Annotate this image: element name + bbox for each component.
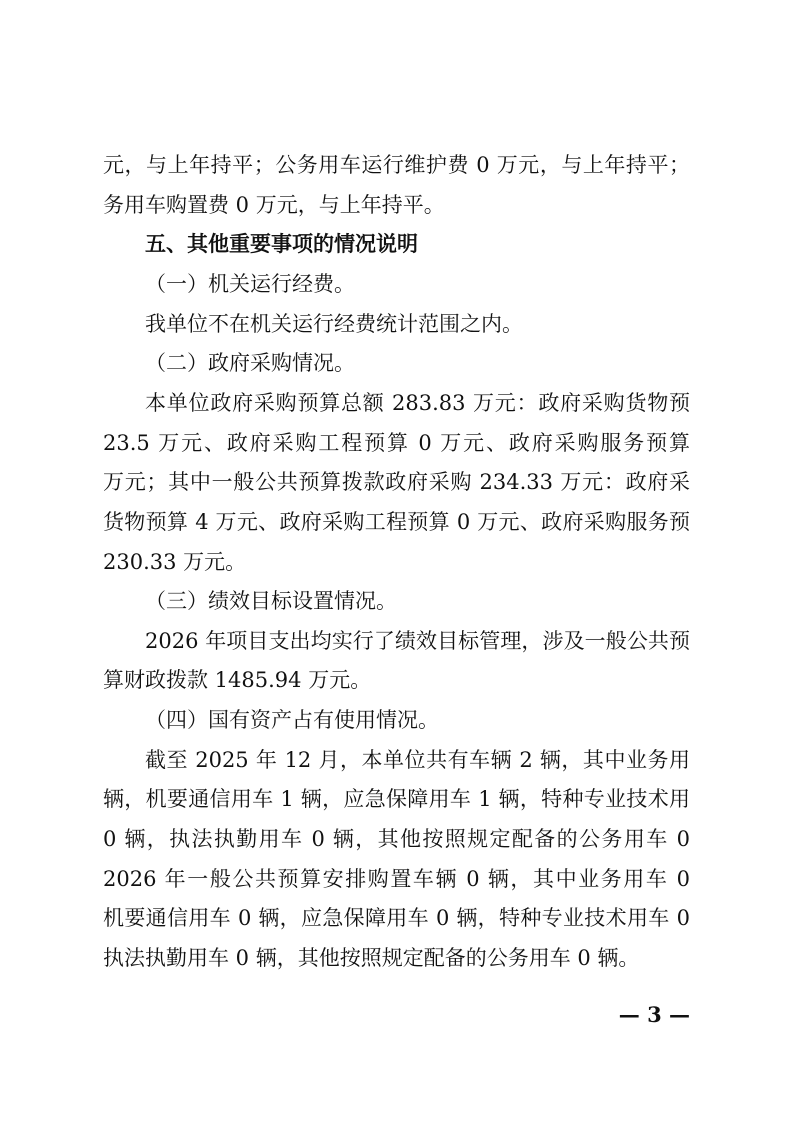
text-line: 我单位不在机关运行经费统计范围之内。 bbox=[145, 311, 523, 336]
text-line: 算财政拨款 1485.94 万元。 bbox=[103, 668, 372, 693]
text-line: （四）国有资产占有使用情况。 bbox=[145, 708, 439, 733]
text-line: 元，与上年持平；公务用车运行维护费 0 万元，与上年持平； bbox=[103, 153, 690, 177]
text-line: 截至 2025 年 12 月，本单位共有车辆 2 辆，其中业务用 bbox=[145, 747, 690, 772]
text-line: 辆，机要通信用车 1 辆，应急保障用车 1 辆，特种专业技术用 bbox=[103, 787, 690, 812]
text-line: 货物预算 4 万元、政府采购工程预算 0 万元、政府采购服务预 bbox=[103, 509, 690, 534]
text-line: 万元；其中一般公共预算拨款政府采购 234.33 万元：政府采 bbox=[103, 470, 690, 495]
text-line: 2026 年项目支出均实行了绩效目标管理，涉及一般公共预 bbox=[145, 628, 690, 653]
text-line: 执法执勤用车 0 辆，其他按照规定配备的公务用车 0 辆。 bbox=[103, 946, 640, 970]
text-line: 23.5 万元、政府采购工程预算 0 万元、政府采购服务预算 bbox=[103, 430, 690, 455]
text-line: （二）政府采购情况。 bbox=[145, 351, 355, 376]
text-line: 230.33 万元。 bbox=[103, 549, 247, 574]
page-number: — 3 — bbox=[618, 1002, 690, 1027]
text-line: 务用车购置费 0 万元，与上年持平。 bbox=[103, 192, 445, 217]
text-line: 2026 年一般公共预算安排购置车辆 0 辆，其中业务用车 0 bbox=[103, 866, 690, 891]
text-line: 0 辆，执法执勤用车 0 辆，其他按照规定配备的公务用车 0 bbox=[103, 827, 690, 852]
text-line: 机要通信用车 0 辆，应急保障用车 0 辆，特种专业技术用车 0 bbox=[103, 906, 690, 931]
section-heading: 五、其他重要事项的情况说明 bbox=[145, 232, 418, 257]
text-line: （三）绩效目标设置情况。 bbox=[145, 589, 397, 614]
text-line: 本单位政府采购预算总额 283.83 万元：政府采购货物预 bbox=[145, 390, 690, 415]
text-line: （一）机关运行经费。 bbox=[145, 271, 355, 296]
